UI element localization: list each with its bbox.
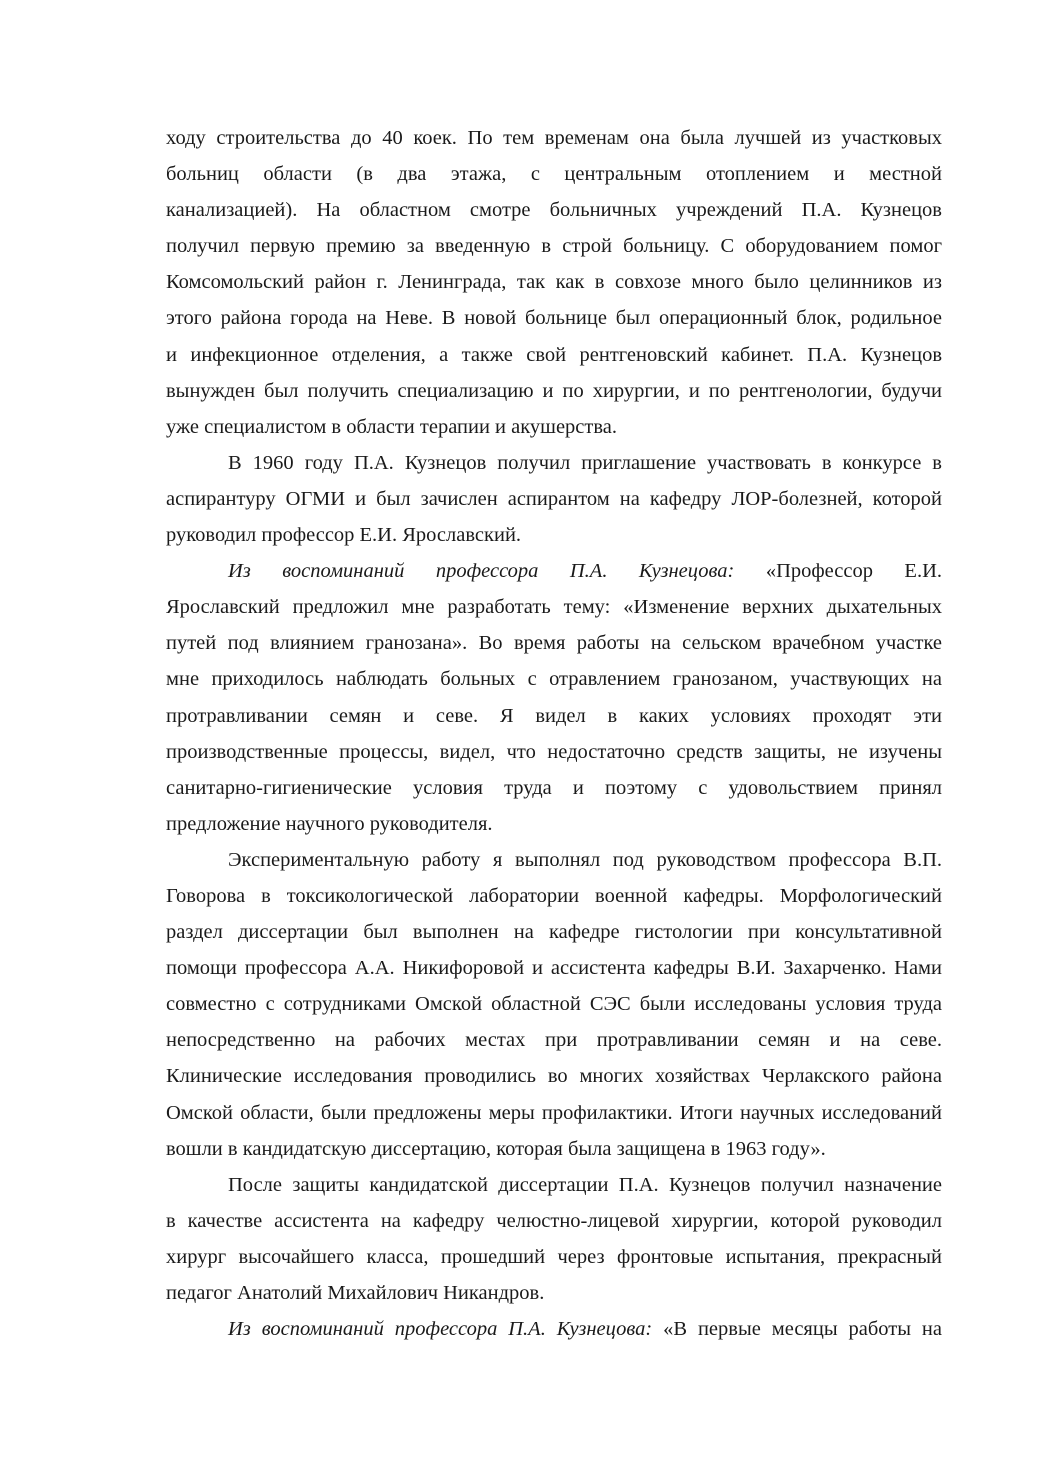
- text-line: и инфекционное отделения, а также свой рентгеновский кабинет. П.А. Кузнецов: [166, 343, 942, 366]
- text-column: [166, 120, 942, 1347]
- text-line: канализацией). На областном смотре больничных учреждений П.А. Кузнецов: [166, 199, 942, 222]
- text-line: путей под влиянием гранозана». Во время работы на сельском врачебном участке: [166, 632, 942, 655]
- text-line: Комсомольский район г. Ленинграда, так как в совхозе много было целинников из: [166, 271, 942, 294]
- text-line: вошли в кандидатскую диссертацию, которая была защищена в 1963 году».: [166, 1137, 826, 1160]
- text-line: мне приходилось наблюдать больных с отравлением гранозаном, участвующих на: [166, 668, 942, 691]
- text-line: этого района города на Неве. В новой больнице был операционный блок, родильное: [166, 307, 942, 330]
- text-line: педагог Анатолий Михайлович Никандров.: [166, 1282, 545, 1304]
- paragraph: [166, 445, 942, 553]
- paragraph: [166, 553, 942, 842]
- text-line: санитарно-гигиенические условия труда и поэтому с удовольствием принял: [166, 776, 942, 799]
- text-line: вынужден был получить специализацию и по хирургии, и по рентгенологии, будучи: [166, 379, 942, 402]
- paragraph: [166, 1167, 942, 1311]
- text-line: совместно с сотрудниками Омской областной СЭС были исследованы условия труда: [166, 993, 942, 1016]
- text-line: хирург высочайшего класса, прошедший через фронтовые испытания, прекрасный: [166, 1245, 942, 1268]
- text-line: непосредственно на рабочих местах при протравливании семян и на севе.: [166, 1029, 942, 1052]
- text-line: больниц области (в два этажа, с центральным отоплением и местной: [166, 163, 942, 186]
- text-line: Экспериментальную работу я выполнял под руководством профессора В.П.: [228, 848, 942, 871]
- text-line: предложение научного руководителя.: [166, 812, 493, 835]
- text-line: протравливании семян и севе. Я видел в каких условиях проходят эти: [166, 704, 942, 727]
- quote-attribution: Из воспоминаний профессора П.А. Кузнецова:: [228, 1318, 653, 1341]
- text-line: После защиты кандидатской диссертации П.А. Кузнецов получил назначение: [228, 1173, 942, 1196]
- quote-start: «Профессор Е.И.: [765, 560, 942, 583]
- paragraph: [166, 120, 942, 445]
- text-line: производственные процессы, видел, что недостаточно средств защиты, не изучены: [166, 740, 942, 763]
- text-line: Говорова в токсикологической лаборатории военной кафедры. Морфологический: [166, 884, 942, 907]
- text-line: Ярославский предложил мне разработать тему: «Изменение верхних дыхательных: [166, 596, 942, 619]
- quote-attribution: Из воспоминаний профессора П.А. Кузнецова:: [228, 560, 735, 583]
- text-line: [166, 553, 942, 589]
- paragraph: [166, 842, 942, 1167]
- text-line: Клинические исследования проводились во многих хозяйствах Черлакского района: [166, 1065, 942, 1088]
- text-line: помощи профессора А.А. Никифоровой и ассистента кафедры В.И. Захарченко. Нами: [166, 957, 942, 980]
- text-line: получил первую премию за введенную в строй больницу. С оборудованием помог: [166, 235, 942, 258]
- text-line: [166, 1311, 942, 1347]
- text-line: уже специалистом в области терапии и акушерства.: [166, 415, 617, 438]
- text-line: раздел диссертации был выполнен на кафедре гистологии при консультативной: [166, 921, 942, 944]
- quote-start: «В первые месяцы работы на: [663, 1318, 942, 1341]
- text-line: в качестве ассистента на кафедру челюстно-лицевой хирургии, которой руководил: [166, 1209, 942, 1232]
- text-line: руководил профессор Е.И. Ярославский.: [166, 524, 522, 547]
- text-line: аспирантуру ОГМИ и был зачислен аспирантом на кафедру ЛОР-болезней, которой: [166, 487, 942, 510]
- text-line: Омской области, были предложены меры профилактики. Итоги научных исследований: [166, 1101, 942, 1124]
- text-line: В 1960 году П.А. Кузнецов получил приглашение участвовать в конкурсе в: [228, 451, 942, 474]
- paragraph: [166, 1311, 942, 1347]
- text-line: ходу строительства до 40 коек. По тем временам она была лучшей из участковых: [166, 127, 942, 149]
